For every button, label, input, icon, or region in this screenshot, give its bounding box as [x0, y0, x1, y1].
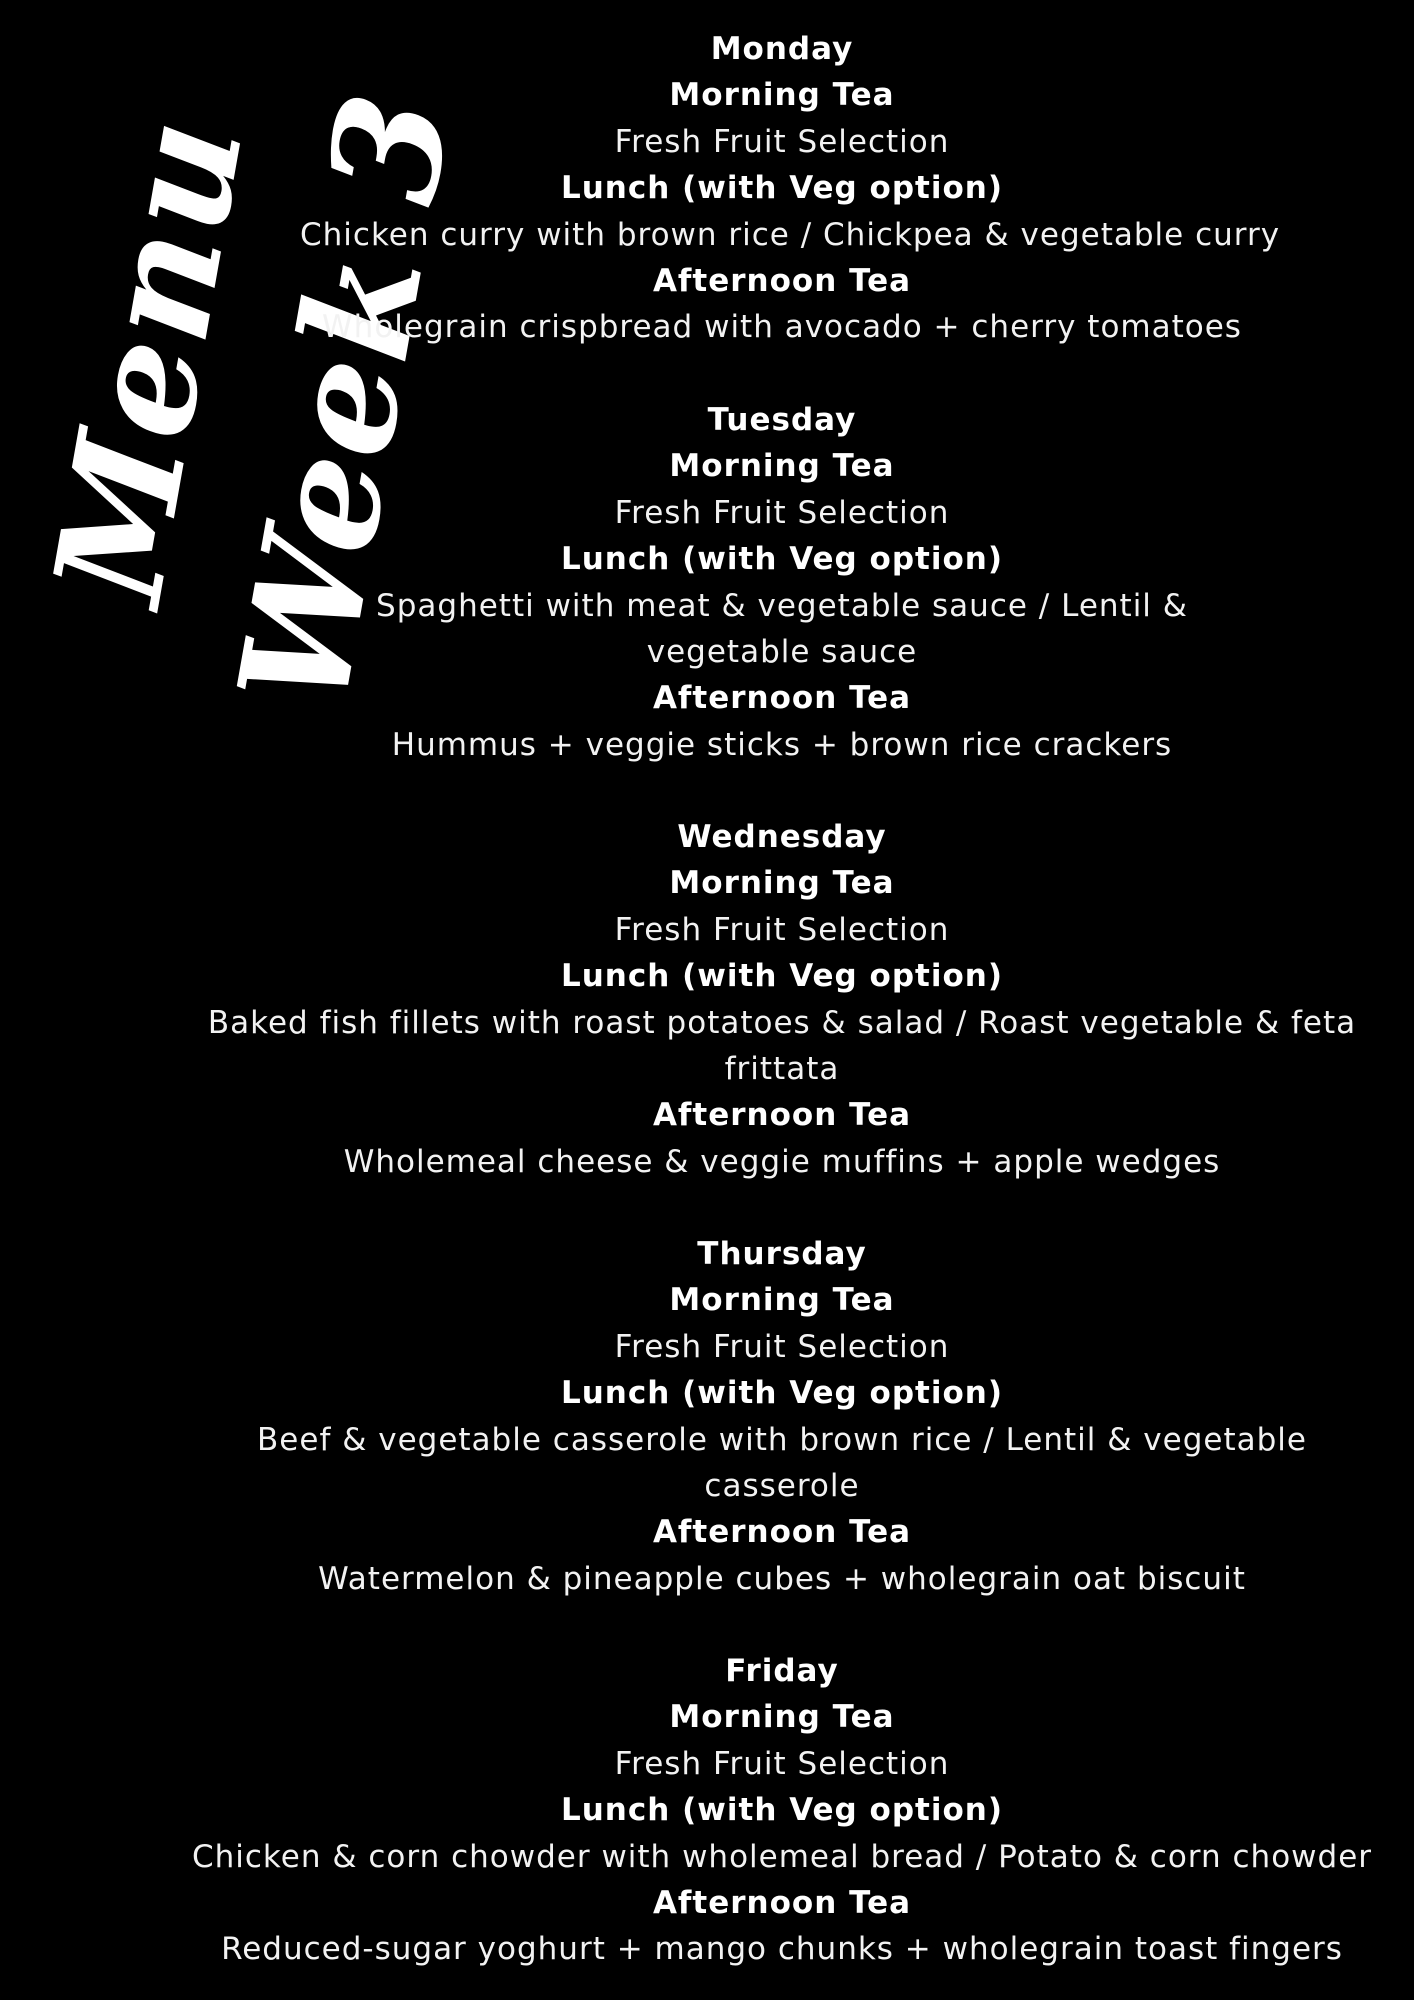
afternoon-tea-item: Wholegrain crispbread with avocado + cherry tomatoes	[322, 309, 1242, 346]
day-name: Thursday	[697, 1236, 867, 1272]
afternoon-tea-item: Watermelon & pineapple cubes + wholegrain oat biscuit	[318, 1560, 1246, 1597]
morning-tea-label: Morning Tea	[669, 1699, 895, 1736]
day-name: Friday	[725, 1653, 839, 1689]
day-name: Wednesday	[677, 819, 887, 855]
morning-tea-label: Morning Tea	[669, 865, 895, 902]
afternoon-tea-item: Reduced-sugar yoghurt + mango chunks + wholegrain toast fingers	[221, 1931, 1343, 1968]
lunch-item: Baked fish fillets with roast potatoes & salad / Roast vegetable & feta frittata	[207, 1004, 1357, 1087]
menu-title-line1: Menu	[20, 104, 278, 616]
lunch-item: Spaghetti with meat & vegetable sauce / Lentil & vegetable sauce	[376, 587, 1188, 670]
morning-tea-item: Fresh Fruit Selection	[614, 494, 950, 531]
morning-tea-label: Morning Tea	[669, 448, 895, 485]
morning-tea-item: Fresh Fruit Selection	[614, 1328, 950, 1365]
menu-title-line2: Week 3	[205, 79, 486, 721]
day-block-thursday	[230, 1231, 1334, 1602]
afternoon-tea-label: Afternoon Tea	[652, 1884, 912, 1921]
day-block-friday	[160, 1648, 1404, 1973]
lunch-item: Chicken curry with brown rice / Chickpea & vegetable curry	[300, 216, 1281, 253]
afternoon-tea-label: Afternoon Tea	[652, 680, 912, 717]
afternoon-tea-item: Hummus + veggie sticks + brown rice crackers	[391, 726, 1173, 763]
lunch-label: Lunch (with Veg option)	[560, 541, 1003, 578]
lunch-item: Chicken & corn chowder with wholemeal bread / Potato & corn chowder	[191, 1838, 1373, 1875]
afternoon-tea-label: Afternoon Tea	[652, 262, 912, 299]
afternoon-tea-item: Wholemeal cheese & veggie muffins + apple wedges	[343, 1143, 1221, 1180]
morning-tea-label: Morning Tea	[669, 77, 895, 114]
lunch-item: Beef & vegetable casserole with brown rice / Lentil & vegetable casserole	[257, 1421, 1307, 1504]
afternoon-tea-label: Afternoon Tea	[652, 1514, 912, 1551]
lunch-label: Lunch (with Veg option)	[560, 1792, 1003, 1829]
morning-tea-item: Fresh Fruit Selection	[614, 1745, 950, 1782]
lunch-label: Lunch (with Veg option)	[560, 170, 1003, 207]
afternoon-tea-label: Afternoon Tea	[652, 1097, 912, 1134]
day-name: Monday	[710, 31, 854, 67]
day-block-monday	[300, 26, 1281, 351]
morning-tea-item: Fresh Fruit Selection	[614, 911, 950, 948]
morning-tea-label: Morning Tea	[669, 1282, 895, 1319]
morning-tea-item: Fresh Fruit Selection	[614, 123, 950, 160]
lunch-label: Lunch (with Veg option)	[560, 1375, 1003, 1412]
day-name: Tuesday	[707, 402, 857, 438]
day-block-wednesday	[180, 814, 1384, 1185]
lunch-label: Lunch (with Veg option)	[560, 958, 1003, 995]
day-block-tuesday	[360, 397, 1204, 768]
